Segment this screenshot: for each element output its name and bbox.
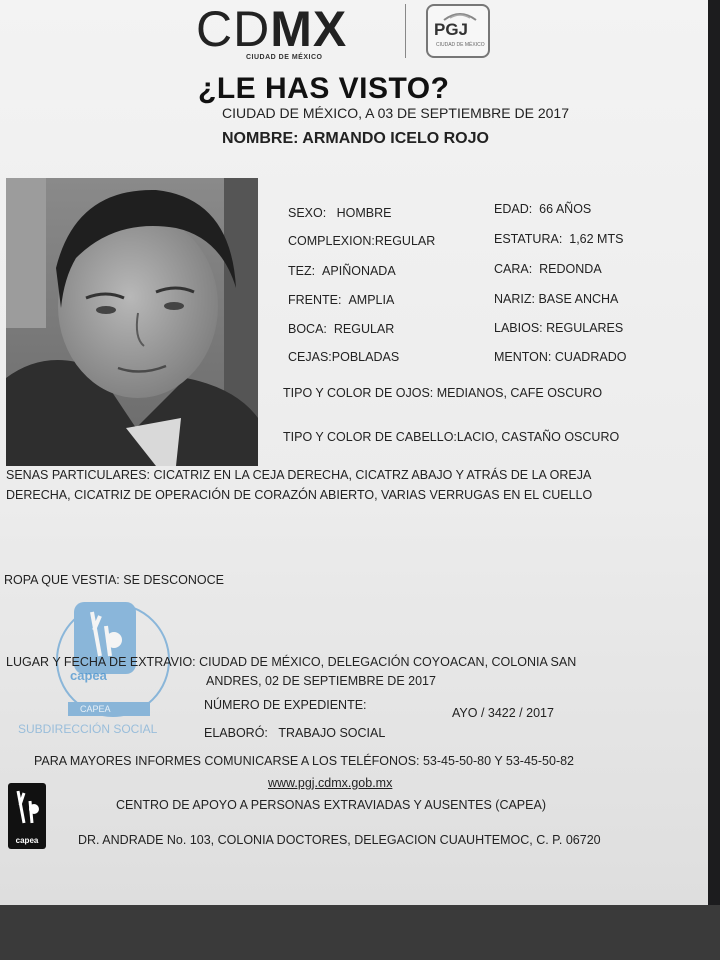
website-link[interactable]: www.pgj.cdmx.gob.mx [268,776,393,790]
feature-labios: LABIOS: REGULARES [494,321,624,335]
feature-nariz: NARIZ: BASE ANCHA [494,292,619,306]
background-table [0,905,720,960]
person-photo [6,178,258,466]
expediente-label: NÚMERO DE EXPEDIENTE: [204,698,367,712]
ropa-info: ROPA QUE VESTIA: SE DESCONOCE [4,573,224,587]
feature-cejas: CEJAS:POBLADAS [288,350,400,364]
capea-logo-text: capea [15,836,39,845]
elaboro-info: ELABORÓ: TRABAJO SOCIAL [204,726,386,740]
pgj-logo-subtitle: CIUDAD DE MÉXICO [436,42,485,48]
capea-logo-icon [8,783,46,833]
feature-ojos: TIPO Y COLOR DE OJOS: MEDIANOS, CAFE OSCURO [283,386,603,400]
stamp-center-text: capea [70,668,107,683]
feature-cabello: TIPO Y COLOR DE CABELLO:LACIO, CASTAÑO OSCURO [283,430,620,444]
senas-line-1: SENAS PARTICULARES: CICATRIZ EN LA CEJA DERECHA, CICATRZ ABAJO Y ATRÁS DE LA OREJA [6,468,592,482]
cdmx-logo: CDMX [196,1,348,57]
feature-cara: CARA: REDONDA [494,262,602,276]
feature-sexo: SEXO: HOMBRE [288,206,392,220]
feature-frente: FRENTE: AMPLIA [288,293,395,307]
telefonos-info: PARA MAYORES INFORMES COMUNICARSE A LOS TELÉFONOS: 53-45-50-80 Y 53-45-50-82 [34,754,575,768]
feature-boca: BOCA: REGULAR [288,322,395,336]
stamp-band-text: CAPEA [80,704,111,714]
person-portrait-image [6,178,258,466]
centro-name: CENTRO DE APOYO A PERSONAS EXTRAVIADAS Y AUSENTES (CAPEA) [116,798,546,812]
expediente-value: AYO / 3422 / 2017 [452,706,554,720]
feature-complexion: COMPLEXION:REGULAR [288,234,436,248]
feature-menton: MENTON: CUADRADO [494,350,627,364]
lugar-line-2: ANDRES, 02 DE SEPTIEMBRE DE 2017 [206,674,436,688]
lugar-line-1: LUGAR Y FECHA DE EXTRAVIO: CIUDAD DE MÉXICO, DELEGACIÓN COYOACAN, COLONIA SAN [6,655,577,669]
centro-address: DR. ANDRADE No. 103, COLONIA DOCTORES, DELEGACION CUAUHTEMOC, C. P. 06720 [78,833,601,847]
pgj-logo-text: PGJ [434,20,469,39]
page-title: ¿LE HAS VISTO? [198,72,450,105]
person-name: NOMBRE: ARMANDO ICELO ROJO [222,130,489,147]
senas-line-2: DERECHA, CICATRIZ DE OPERACIÓN DE CORAZÓN ABIERTO, VARIAS VERRUGAS EN EL CUELLO [6,488,593,502]
capea-logo [8,783,46,849]
feature-edad: EDAD: 66 AÑOS [494,202,592,216]
feature-estatura: ESTATURA: 1,62 MTS [494,232,624,246]
cdmx-logo-subtitle: CIUDAD DE MÉXICO [246,54,323,61]
logo-divider [405,4,406,58]
feature-tez: TEZ: APIÑONADA [288,264,396,278]
dateline: CIUDAD DE MÉXICO, A 03 DE SEPTIEMBRE DE 2017 [222,105,569,121]
stamp-arc-text: SUBDIRECCIÓN SOCIAL [18,722,158,736]
